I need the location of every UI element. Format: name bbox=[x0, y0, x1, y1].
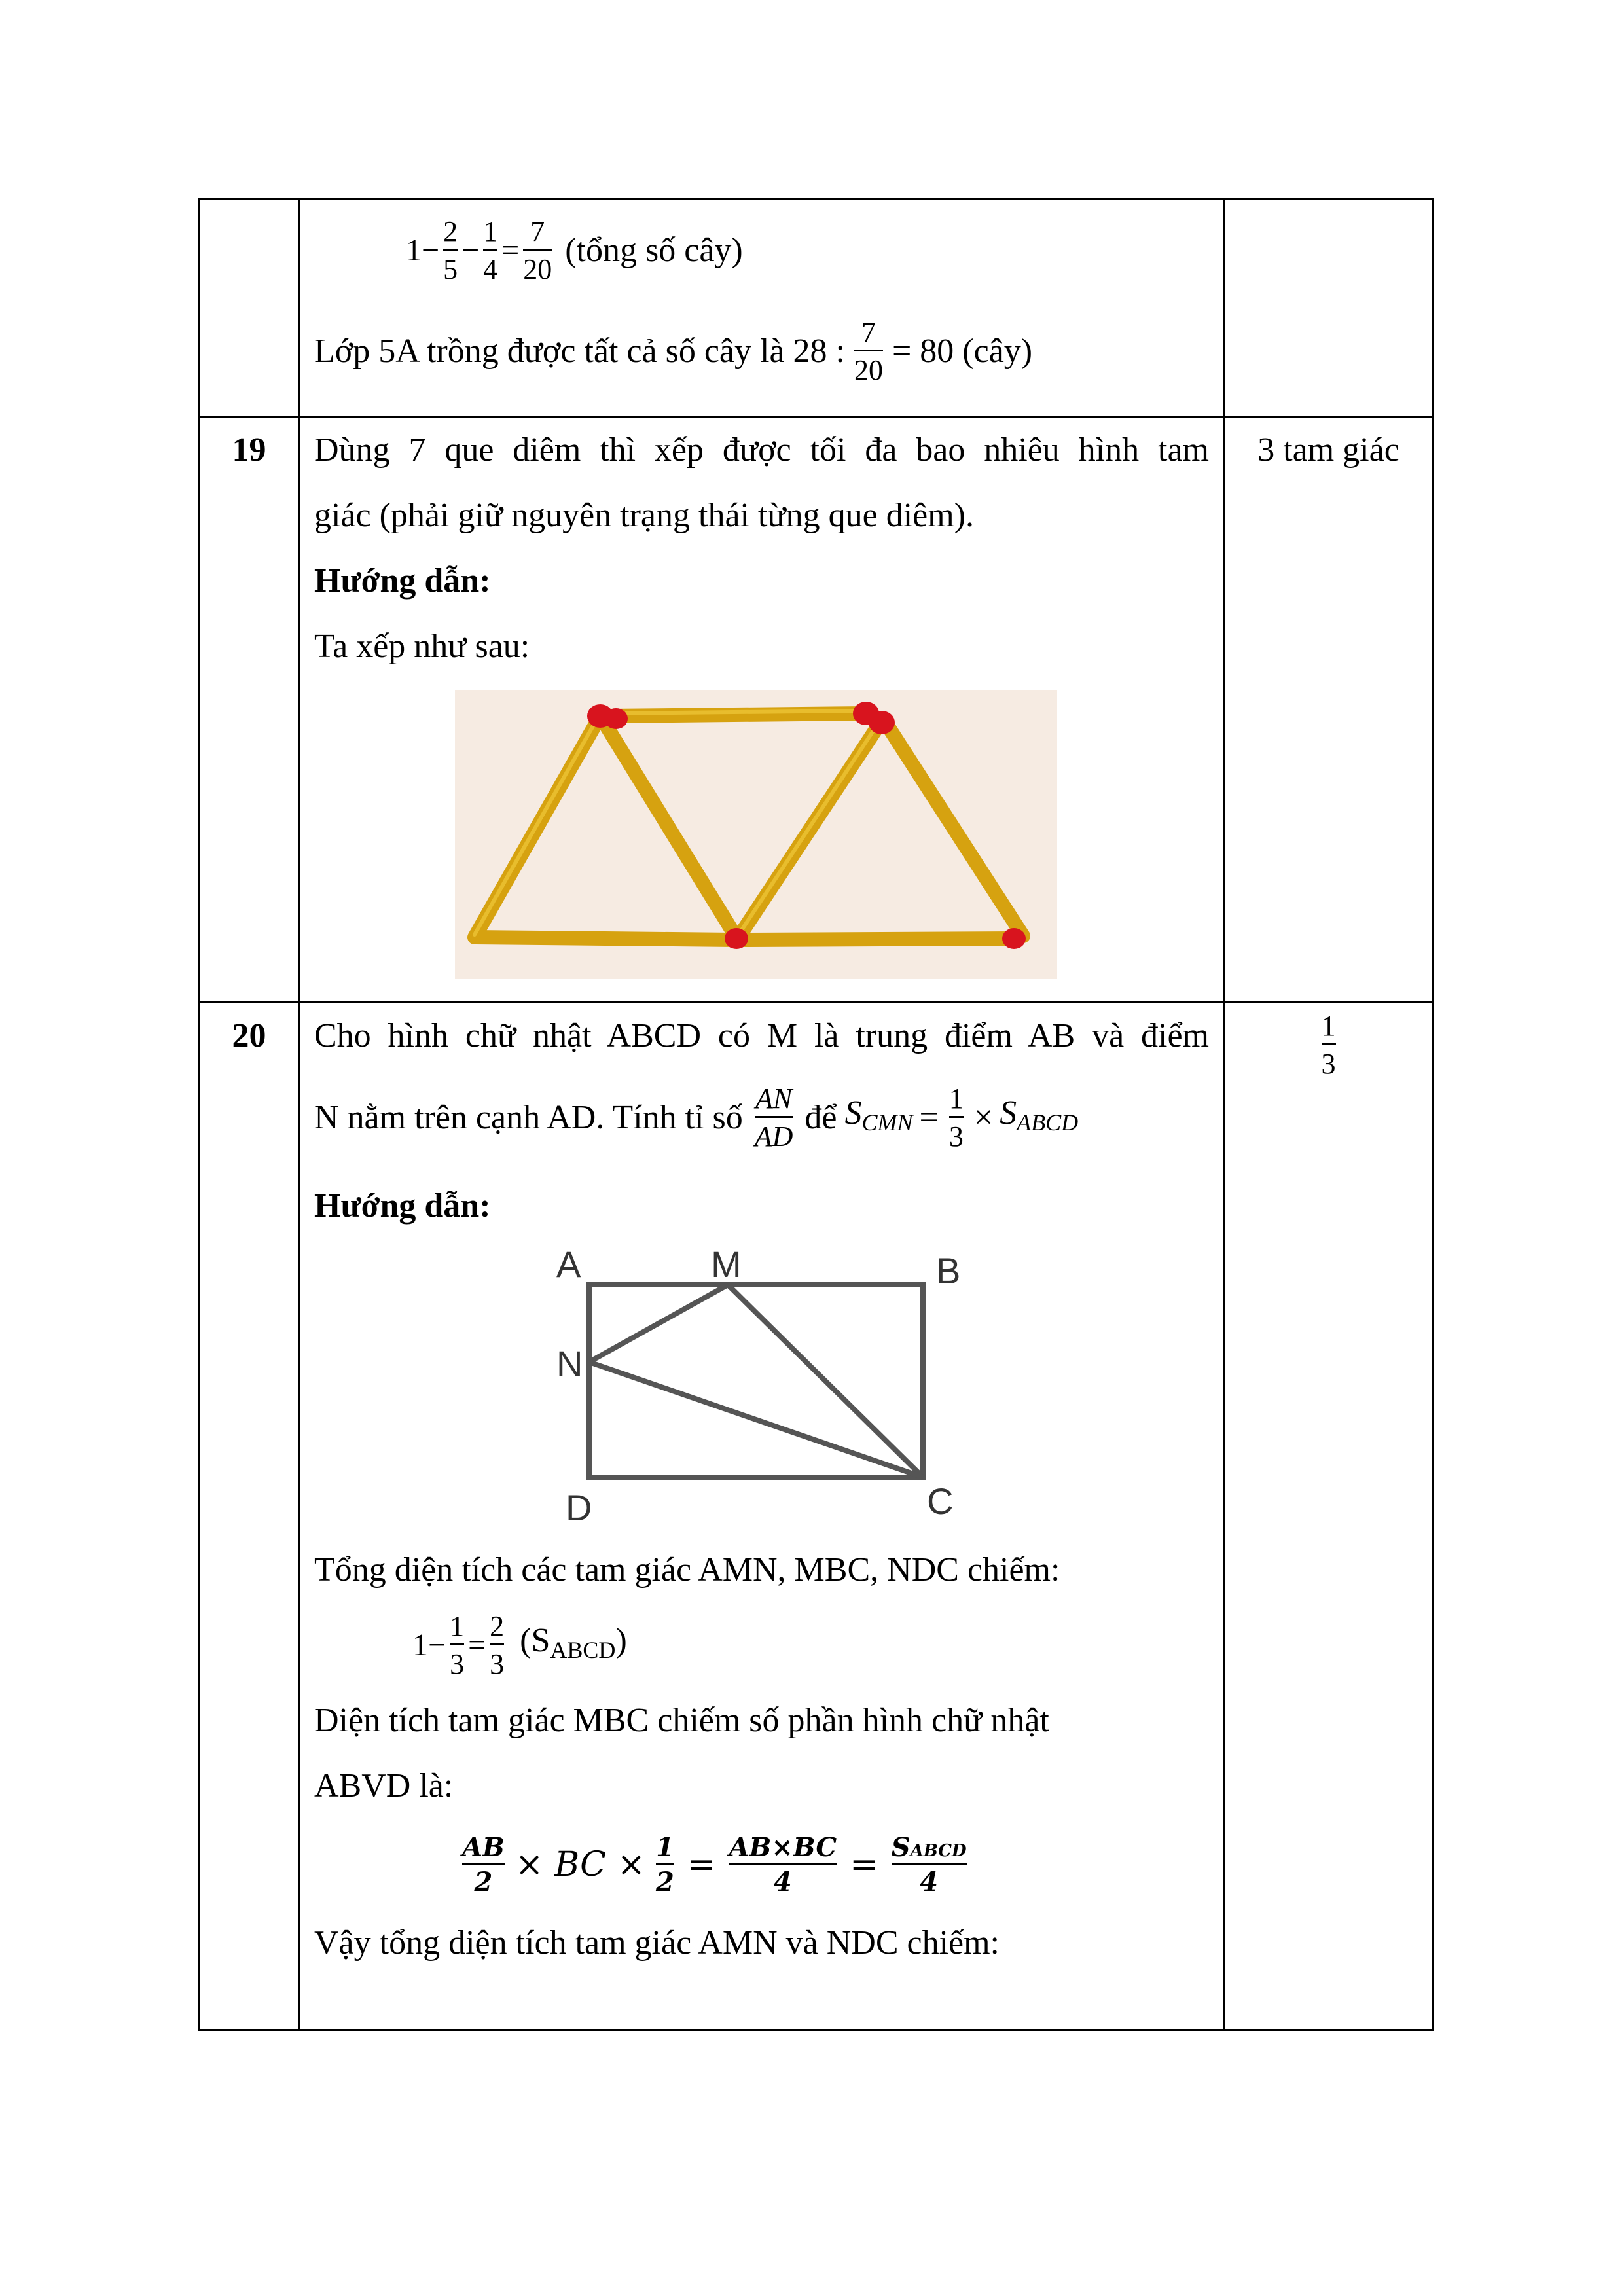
label-n: N bbox=[556, 1343, 583, 1384]
answer-table bbox=[198, 198, 1434, 2031]
content-cell-19 bbox=[299, 417, 1225, 1003]
answer-19: 3 tam giác bbox=[1257, 431, 1399, 469]
fraction-1-2: $\frac{1}{2}$ bbox=[656, 1831, 674, 1897]
match-head bbox=[604, 708, 628, 729]
area-abcd: $S_{ABCD}$ bbox=[1000, 1094, 1079, 1136]
fraction-1-4: $\frac{1}{4}$ bbox=[483, 215, 498, 285]
total-trees-line bbox=[314, 296, 1209, 407]
guide-text-19: Ta xếp như sau: bbox=[314, 628, 530, 665]
fraction-1-3: $\frac{1}{3}$ bbox=[450, 1609, 465, 1680]
eq-lead: 1− bbox=[406, 233, 440, 268]
matchstick bbox=[476, 937, 734, 940]
equation-remaining-trees bbox=[314, 206, 1209, 296]
guide-label-19: Hướng dẫn: bbox=[314, 562, 491, 600]
solution-text-2: Diện tích tam giác MBC chiếm số phần hình chữ nhật bbox=[314, 1702, 1049, 1739]
formula-times-bc: × BC × bbox=[514, 1845, 646, 1884]
fraction-7-20: $\frac{7}{20}$ bbox=[523, 215, 552, 285]
label-b: B bbox=[936, 1250, 961, 1291]
answer-cell-empty bbox=[1225, 200, 1433, 417]
table-row-20 bbox=[200, 1003, 1433, 2030]
area-cmn: $S_{CMN}$ bbox=[844, 1094, 913, 1136]
equation-remaining-area bbox=[314, 1603, 1209, 1688]
total-trees-text: Lớp 5A trồng được tất cả số cây là 28 : bbox=[314, 332, 845, 370]
content-cell-20 bbox=[299, 1003, 1225, 2030]
fraction-abbc-4: $\frac{AB\times BC}{4}$ bbox=[729, 1831, 837, 1897]
total-trees-result: = 80 (cây) bbox=[892, 332, 1033, 370]
formula-mbc-area bbox=[314, 1819, 1209, 1910]
matchstick bbox=[743, 939, 1017, 940]
eq-equals: = bbox=[501, 233, 520, 268]
question-20-text: N nằm trên cạnh AD. Tính tỉ số bbox=[314, 1099, 743, 1136]
fraction-2-5: $\frac{2}{5}$ bbox=[443, 215, 458, 285]
fraction-2-3: $\frac{2}{3}$ bbox=[490, 1609, 505, 1680]
number-cell-empty bbox=[200, 200, 299, 417]
matchstick-triangles-figure bbox=[455, 690, 1057, 979]
solution-text-3: ABVD là: bbox=[314, 1767, 454, 1804]
answer-cell-19 bbox=[1225, 417, 1433, 1003]
question-number-20: 20 bbox=[200, 1003, 299, 2030]
match-head bbox=[1002, 928, 1026, 949]
eq-note: (tổng số cây) bbox=[565, 232, 743, 269]
fraction-ab-2: $\frac{AB}{2}$ bbox=[462, 1831, 505, 1897]
question-19-line2: giác (phải giữ nguyên trạng thái từng que diêm). bbox=[314, 497, 974, 534]
label-c: C bbox=[927, 1480, 954, 1522]
solution-text-4: Vậy tổng diện tích tam giác AMN và NDC chiếm: bbox=[314, 1924, 1000, 1962]
formula-equals-2: = bbox=[850, 1845, 878, 1884]
fraction-an-ad: $\frac{AN}{AD}$ bbox=[754, 1082, 793, 1153]
label-a: A bbox=[556, 1246, 581, 1285]
solution-text-1: Tổng diện tích các tam giác AMN, MBC, NDC chiếm: bbox=[314, 1551, 1060, 1588]
eq-minus: − bbox=[461, 233, 480, 268]
formula-equals-1: = bbox=[687, 1845, 716, 1884]
match-head bbox=[725, 928, 748, 949]
label-m: M bbox=[711, 1246, 742, 1285]
fraction-1-3-q: $\frac{1}{3}$ bbox=[948, 1082, 964, 1153]
table-row-19 bbox=[200, 417, 1433, 1003]
guide-label-20: Hướng dẫn: bbox=[314, 1187, 491, 1225]
question-20-line2 bbox=[314, 1069, 1209, 1167]
q20-equals: = bbox=[919, 1099, 939, 1136]
question-19-line1: Dùng 7 que diêm thì xếp được tối đa bao nhiêu hình tam bbox=[314, 431, 1209, 469]
answer-cell-20 bbox=[1225, 1003, 1433, 2030]
content-cell-continued bbox=[299, 200, 1225, 417]
fraction-sabcd-4: $\frac{\text{SABCD}}{4}$ bbox=[891, 1831, 967, 1897]
question-number-19: 19 bbox=[200, 417, 299, 1003]
rectangle-abcd-figure bbox=[556, 1246, 1015, 1534]
match-head bbox=[869, 711, 895, 734]
label-d: D bbox=[566, 1487, 592, 1528]
eq2-lead: 1− bbox=[412, 1628, 446, 1662]
word-de: để bbox=[804, 1099, 837, 1136]
eq2-area-note: $(S_{ABCD})$ bbox=[520, 1622, 627, 1663]
fraction-7-20-b: $\frac{7}{20}$ bbox=[854, 315, 883, 386]
table-row-continued bbox=[200, 200, 1433, 417]
question-20-line1: Cho hình chữ nhật ABCD có M là trung điểm AB và điểm bbox=[314, 1017, 1209, 1054]
q20-times: × bbox=[973, 1099, 994, 1136]
eq2-equals: = bbox=[468, 1628, 486, 1662]
answer-20-fraction: $\frac{1}{3}$ bbox=[1321, 1010, 1336, 1080]
